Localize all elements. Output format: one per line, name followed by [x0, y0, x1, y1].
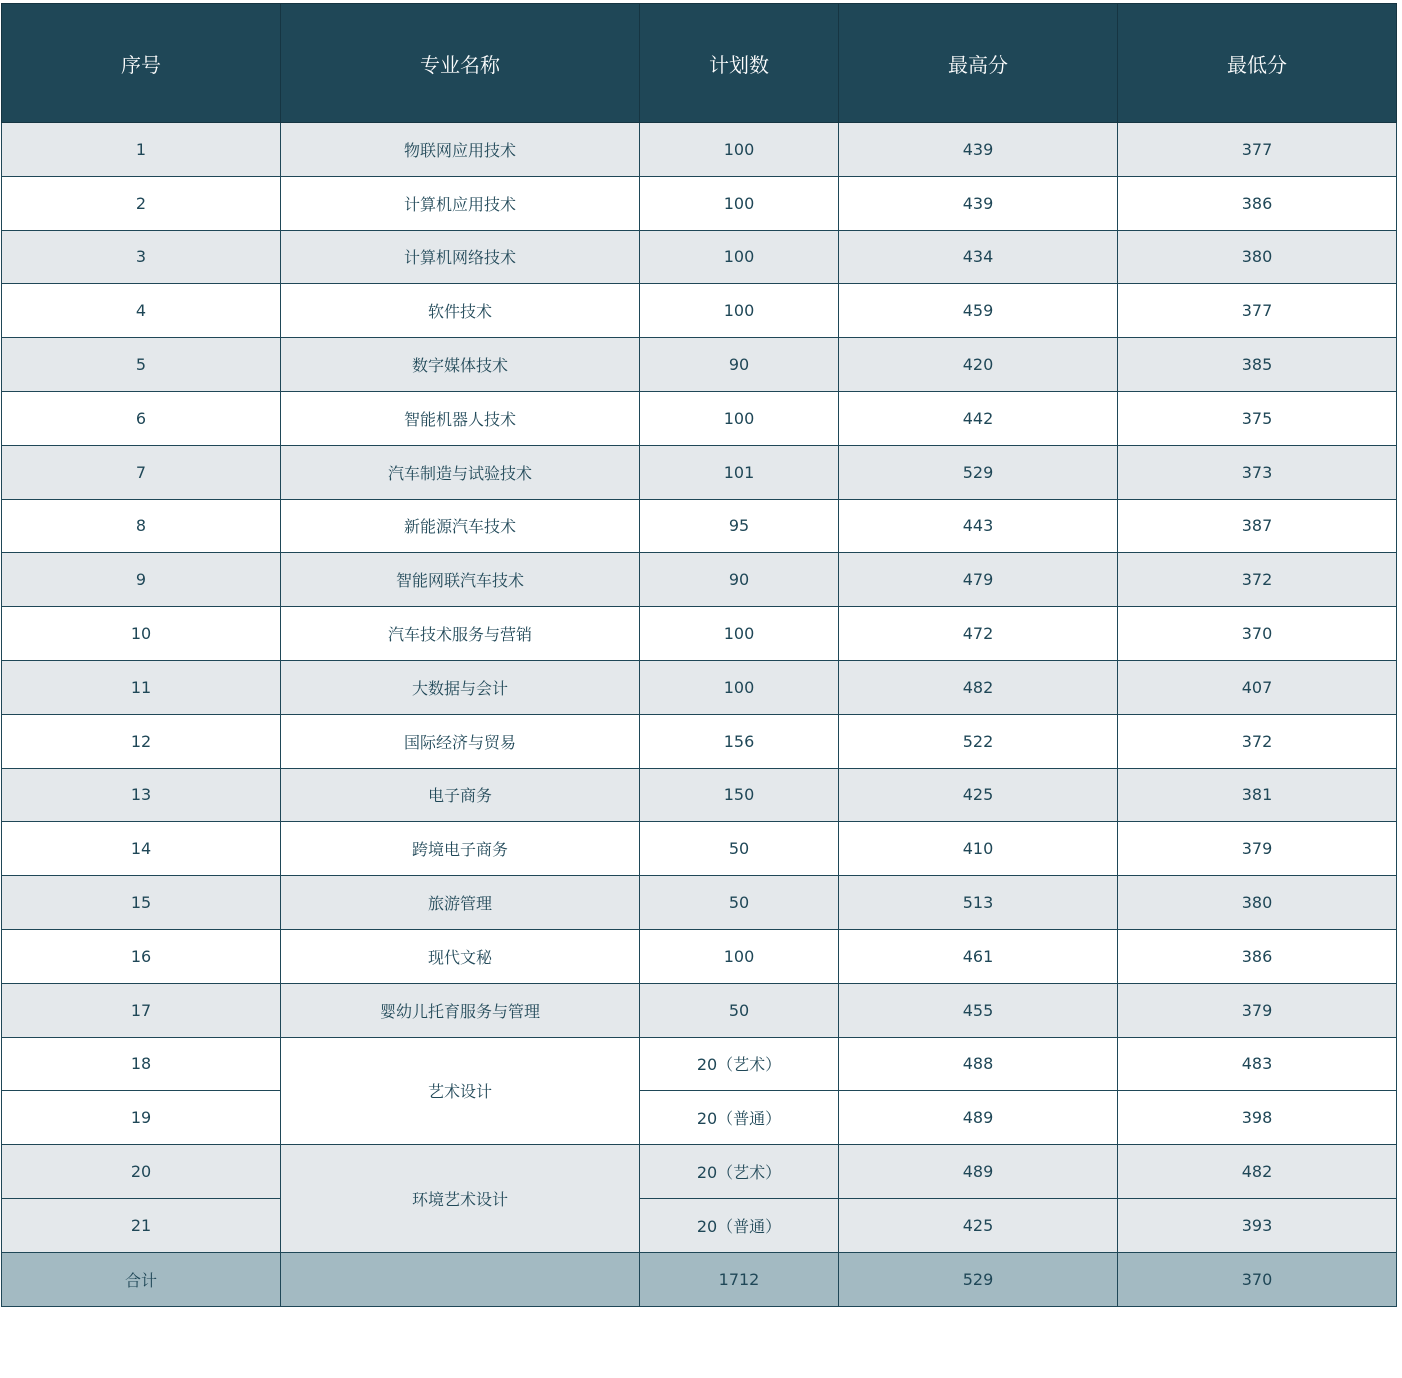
cell-max-score: 455 [839, 983, 1118, 1037]
cell-min-score: 370 [1118, 607, 1397, 661]
cell-min-score: 386 [1118, 176, 1397, 230]
cell-min-score: 407 [1118, 660, 1397, 714]
table-row [2, 768, 1397, 822]
cell-major: 汽车技术服务与营销 [281, 607, 640, 661]
table-row [2, 338, 1397, 392]
cell-max-score: 479 [839, 553, 1118, 607]
cell-min-score: 483 [1118, 1037, 1397, 1091]
cell-min-score: 380 [1118, 230, 1397, 284]
cell-plan: 150 [640, 768, 839, 822]
cell-max-score: 489 [839, 1091, 1118, 1145]
cell-max-score: 439 [839, 176, 1118, 230]
cell-min-score: 372 [1118, 553, 1397, 607]
table-row [2, 391, 1397, 445]
cell-index: 19 [2, 1091, 281, 1145]
table-row [2, 714, 1397, 768]
table-row [2, 876, 1397, 930]
cell-plan: 100 [640, 284, 839, 338]
cell-index: 4 [2, 284, 281, 338]
cell-index: 16 [2, 929, 281, 983]
table-row [2, 929, 1397, 983]
cell-max-score: 513 [839, 876, 1118, 930]
table-row [2, 445, 1397, 499]
table-header-row [2, 4, 1397, 123]
cell-min-score: 482 [1118, 1145, 1397, 1199]
cell-index: 9 [2, 553, 281, 607]
table-row [2, 123, 1397, 177]
header-max-score: 最高分 [839, 4, 1118, 123]
table-row [2, 1037, 1397, 1091]
cell-major: 计算机网络技术 [281, 230, 640, 284]
cell-min-score: 373 [1118, 445, 1397, 499]
cell-major-merged: 艺术设计 [281, 1037, 640, 1145]
cell-min-score: 379 [1118, 822, 1397, 876]
cell-plan: 20（艺术） [640, 1037, 839, 1091]
cell-max-score: 434 [839, 230, 1118, 284]
cell-plan: 90 [640, 338, 839, 392]
table-row [2, 983, 1397, 1037]
cell-max-score: 472 [839, 607, 1118, 661]
cell-max-score: 489 [839, 1145, 1118, 1199]
cell-plan: 101 [640, 445, 839, 499]
cell-min-score: 381 [1118, 768, 1397, 822]
cell-min-score: 375 [1118, 391, 1397, 445]
cell-index: 7 [2, 445, 281, 499]
cell-min-score: 377 [1118, 123, 1397, 177]
cell-index: 15 [2, 876, 281, 930]
cell-index: 10 [2, 607, 281, 661]
cell-plan: 156 [640, 714, 839, 768]
cell-plan: 90 [640, 553, 839, 607]
cell-major: 智能机器人技术 [281, 391, 640, 445]
cell-min-score: 386 [1118, 929, 1397, 983]
header-major: 专业名称 [281, 4, 640, 123]
cell-max-score: 482 [839, 660, 1118, 714]
cell-major: 跨境电子商务 [281, 822, 640, 876]
cell-index: 21 [2, 1198, 281, 1252]
cell-max-score: 459 [839, 284, 1118, 338]
cell-plan: 20（普通） [640, 1091, 839, 1145]
cell-index: 13 [2, 768, 281, 822]
cell-major: 婴幼儿托育服务与管理 [281, 983, 640, 1037]
table-row [2, 499, 1397, 553]
header-plan: 计划数 [640, 4, 839, 123]
cell-major: 现代文秘 [281, 929, 640, 983]
cell-max-score: 529 [839, 445, 1118, 499]
table-row [2, 822, 1397, 876]
cell-max-score: 425 [839, 1198, 1118, 1252]
cell-max-score: 443 [839, 499, 1118, 553]
cell-major: 汽车制造与试验技术 [281, 445, 640, 499]
header-index: 序号 [2, 4, 281, 123]
table-row [2, 230, 1397, 284]
cell-plan: 50 [640, 822, 839, 876]
cell-max-score: 488 [839, 1037, 1118, 1091]
cell-major: 计算机应用技术 [281, 176, 640, 230]
cell-major: 国际经济与贸易 [281, 714, 640, 768]
table-row [2, 553, 1397, 607]
total-major [281, 1252, 640, 1306]
cell-major: 智能网联汽车技术 [281, 553, 640, 607]
cell-plan: 20（艺术） [640, 1145, 839, 1199]
cell-plan: 100 [640, 607, 839, 661]
cell-plan: 20（普通） [640, 1198, 839, 1252]
cell-plan: 100 [640, 929, 839, 983]
cell-index: 20 [2, 1145, 281, 1199]
cell-max-score: 461 [839, 929, 1118, 983]
table-row [2, 1091, 1397, 1145]
table-body [2, 123, 1397, 1307]
cell-max-score: 439 [839, 123, 1118, 177]
cell-plan: 50 [640, 876, 839, 930]
cell-index: 3 [2, 230, 281, 284]
cell-major-merged: 环境艺术设计 [281, 1145, 640, 1253]
cell-plan: 100 [640, 123, 839, 177]
cell-index: 14 [2, 822, 281, 876]
cell-major: 软件技术 [281, 284, 640, 338]
cell-max-score: 442 [839, 391, 1118, 445]
cell-max-score: 410 [839, 822, 1118, 876]
cell-min-score: 393 [1118, 1198, 1397, 1252]
cell-index: 18 [2, 1037, 281, 1091]
cell-index: 5 [2, 338, 281, 392]
total-min-score: 370 [1118, 1252, 1397, 1306]
cell-plan: 50 [640, 983, 839, 1037]
cell-major: 旅游管理 [281, 876, 640, 930]
cell-min-score: 380 [1118, 876, 1397, 930]
cell-min-score: 387 [1118, 499, 1397, 553]
table-row [2, 1145, 1397, 1199]
cell-major: 电子商务 [281, 768, 640, 822]
table-row [2, 1198, 1397, 1252]
cell-min-score: 379 [1118, 983, 1397, 1037]
cell-index: 11 [2, 660, 281, 714]
table-row [2, 607, 1397, 661]
cell-index: 17 [2, 983, 281, 1037]
total-max-score: 529 [839, 1252, 1118, 1306]
total-plan: 1712 [640, 1252, 839, 1306]
total-label: 合计 [2, 1252, 281, 1306]
cell-major: 大数据与会计 [281, 660, 640, 714]
table-row [2, 284, 1397, 338]
table-row [2, 660, 1397, 714]
cell-plan: 100 [640, 176, 839, 230]
cell-max-score: 522 [839, 714, 1118, 768]
cell-index: 6 [2, 391, 281, 445]
cell-index: 12 [2, 714, 281, 768]
cell-plan: 95 [640, 499, 839, 553]
cell-major: 新能源汽车技术 [281, 499, 640, 553]
cell-index: 1 [2, 123, 281, 177]
total-row [2, 1252, 1397, 1306]
cell-index: 2 [2, 176, 281, 230]
cell-major: 数字媒体技术 [281, 338, 640, 392]
cell-max-score: 420 [839, 338, 1118, 392]
cell-min-score: 377 [1118, 284, 1397, 338]
cell-min-score: 398 [1118, 1091, 1397, 1145]
admission-score-table [1, 3, 1397, 1307]
table-row [2, 176, 1397, 230]
cell-plan: 100 [640, 230, 839, 284]
cell-index: 8 [2, 499, 281, 553]
cell-plan: 100 [640, 660, 839, 714]
cell-max-score: 425 [839, 768, 1118, 822]
cell-plan: 100 [640, 391, 839, 445]
cell-major: 物联网应用技术 [281, 123, 640, 177]
header-min-score: 最低分 [1118, 4, 1397, 123]
cell-min-score: 372 [1118, 714, 1397, 768]
cell-min-score: 385 [1118, 338, 1397, 392]
